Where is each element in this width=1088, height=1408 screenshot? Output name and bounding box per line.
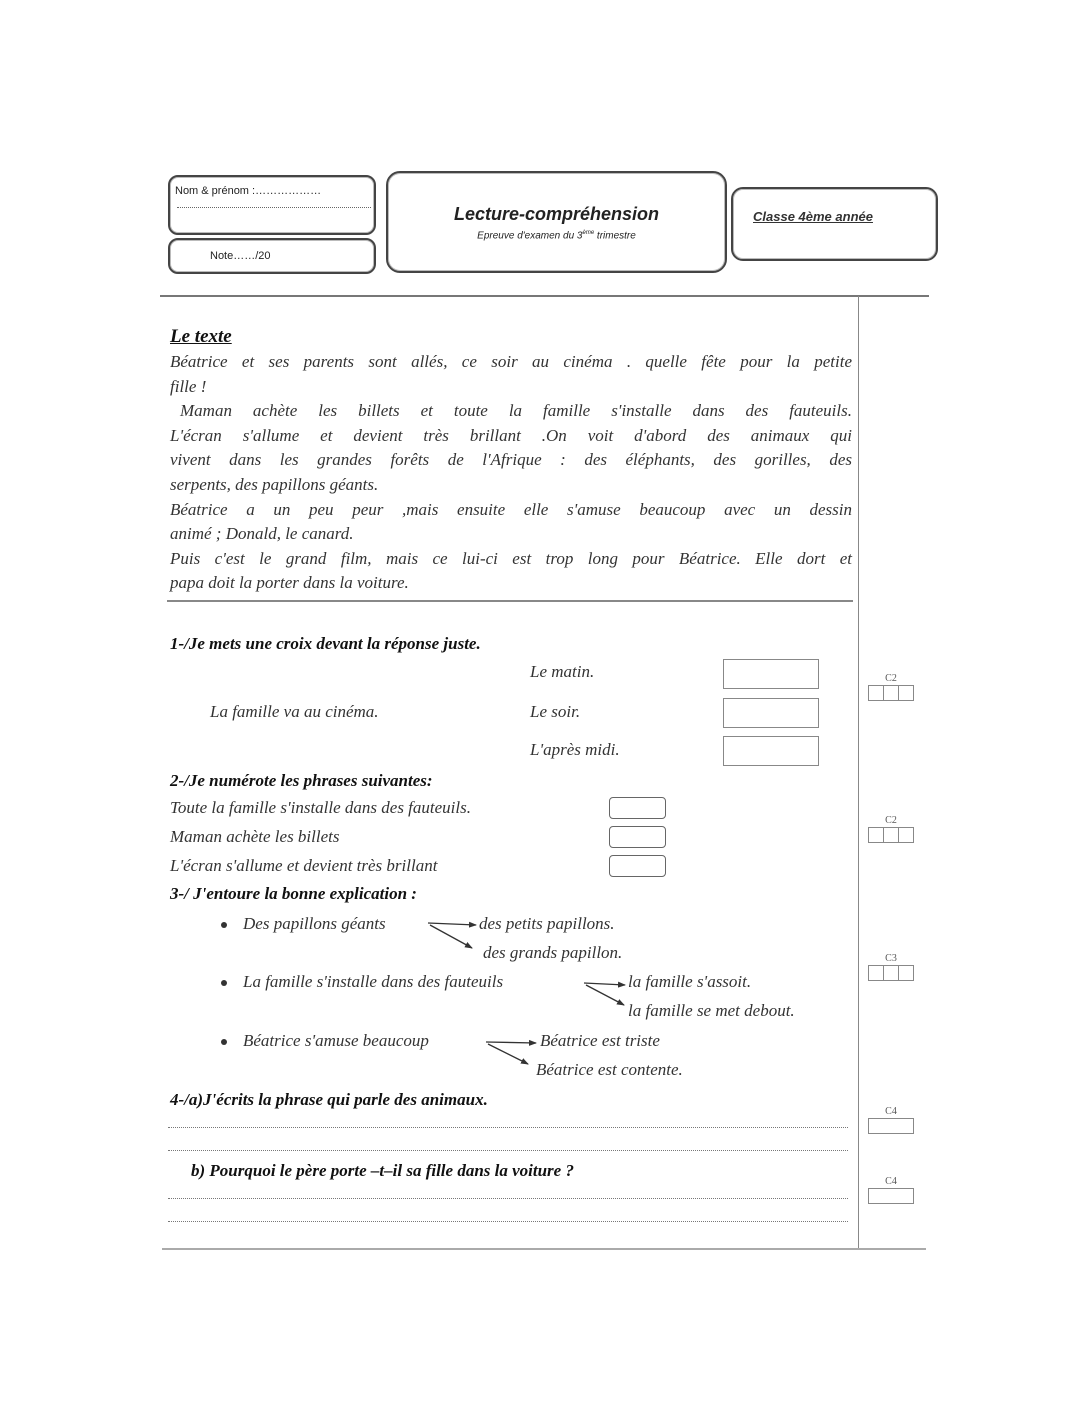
score-cell[interactable] (883, 827, 899, 843)
q4b-score-box (866, 1176, 916, 1204)
q3-phrase: Des papillons géants (243, 914, 386, 933)
score-cell[interactable] (883, 685, 899, 701)
class-label: Classe 4ème année (753, 209, 873, 224)
title-box (386, 171, 727, 273)
q2-sentence: L'écran s'allume et devient très brillant (170, 856, 438, 875)
subtitle-text: Epreuve d'examen du 3 (477, 230, 583, 242)
answer-line[interactable] (168, 1221, 848, 1222)
q1-option-label: Le soir. (530, 702, 581, 721)
q1-checkbox-apres-midi[interactable] (723, 736, 819, 766)
name-box (168, 175, 376, 235)
q3-choice[interactable]: la famille se met debout. (628, 1001, 795, 1020)
q3-choice[interactable]: Béatrice est triste (540, 1031, 660, 1050)
score-label: C2 (885, 673, 897, 684)
top-divider (160, 295, 929, 297)
q1-option-label: Le matin. (530, 662, 595, 681)
score-cell[interactable] (883, 965, 899, 981)
score-label: C4 (885, 1106, 897, 1117)
arrow-icon (586, 985, 624, 1005)
score-cell[interactable] (868, 827, 884, 843)
passage-line: Béatrice et ses parents sont allés, ce soir au cinéma . quelle fête pour la petite (170, 352, 852, 371)
name-dotted-line[interactable] (177, 207, 371, 208)
score-cell[interactable] (868, 1188, 914, 1204)
bottom-divider (162, 1248, 926, 1250)
q1-score-box (866, 673, 916, 701)
q3-choice[interactable]: des petits papillons. (479, 914, 615, 933)
note-label: Note……/20 (210, 250, 271, 262)
q4b-title: b) Pourquoi le père porte –t–il sa fille dans la voiture ? (191, 1161, 574, 1180)
q3-choice[interactable]: la famille s'assoit. (628, 972, 752, 991)
q4a-score-box (866, 1106, 916, 1134)
q2-title: 2-/Je numérote les phrases suivantes: (170, 771, 433, 790)
q3-choice[interactable]: Béatrice est contente. (536, 1060, 683, 1079)
passage-line: Béatrice a un peu peur ,mais ensuite elle s'amuse beaucoup avec un dessin (170, 499, 852, 519)
passage-line: fille ! (170, 376, 207, 396)
q2-number-box[interactable] (609, 855, 666, 877)
score-cell[interactable] (868, 965, 884, 981)
class-box (731, 187, 938, 261)
arrow-icon (584, 983, 625, 985)
q1-checkbox-matin[interactable] (723, 659, 819, 689)
q3-phrase: La famille s'installe dans des fauteuils (243, 972, 504, 991)
answer-line[interactable] (168, 1198, 848, 1199)
q3-title: 3-/ J'entoure la bonne explication : (170, 884, 417, 903)
reading-passage (170, 350, 852, 596)
q3-score-box (866, 953, 916, 981)
score-cell[interactable] (868, 1118, 914, 1134)
answer-line[interactable] (168, 1150, 848, 1151)
passage-line: Puis c'est le grand film, mais ce lui-ci est trop long pour Béatrice. Elle dort et (170, 548, 852, 568)
arrow-icon (486, 1042, 536, 1043)
page-subtitle (388, 230, 725, 241)
passage-line: papa doit la porter dans la voiture. (170, 573, 409, 593)
bullet-icon (221, 980, 227, 986)
score-label: C4 (885, 1176, 897, 1187)
score-cell[interactable] (898, 685, 914, 701)
q1-prompt: La famille va au cinéma. (210, 702, 379, 721)
page-title: Lecture-compréhension (453, 204, 660, 224)
q2-number-box[interactable] (609, 826, 666, 848)
bullet-icon (221, 1039, 227, 1045)
arrow-icon (428, 923, 476, 925)
subtitle-text-end: trimestre (594, 230, 636, 242)
score-label: C3 (885, 953, 897, 964)
q2-score-box (866, 815, 916, 843)
score-label: C2 (885, 815, 897, 826)
q3-phrase: Béatrice s'amuse beaucoup (243, 1031, 429, 1050)
q2-sentence: Toute la famille s'installe dans des fauteuils. (170, 798, 471, 817)
passage-line: vivent dans les grandes forêts de l'Afrique : des éléphants, des gorilles, des (170, 450, 852, 470)
passage-line: Maman achète les billets et toute la famille s'installe dans des fauteuils. (180, 401, 852, 421)
q4a-title: 4-/a)J'écrits la phrase qui parle des animaux. (170, 1090, 488, 1109)
passage-line: L'écran s'allume et devient très brillant .On voit d'abord des animaux qui (170, 425, 852, 445)
q2-number-box[interactable] (609, 797, 666, 819)
subtitle-sup: ème (582, 230, 595, 236)
score-cell[interactable] (898, 827, 914, 843)
answer-line[interactable] (168, 1127, 848, 1128)
q3-choice[interactable]: des grands papillon. (483, 943, 623, 962)
name-label: Nom & prénom :……………… (175, 185, 322, 197)
score-cell[interactable] (898, 965, 914, 981)
arrow-icon (488, 1044, 528, 1064)
text-divider (167, 600, 853, 602)
text-section-title: Le texte (170, 326, 232, 347)
bullet-icon (221, 922, 227, 928)
note-box (168, 238, 376, 274)
q1-checkbox-soir[interactable] (723, 698, 819, 728)
q2-sentence: Maman achète les billets (170, 827, 340, 846)
margin-divider (858, 296, 859, 1249)
q1-option-label: L'après midi. (530, 740, 620, 759)
passage-line: serpents, des papillons géants. (170, 474, 379, 494)
q1-title: 1-/Je mets une croix devant la réponse juste. (170, 634, 481, 653)
arrow-icon (430, 925, 472, 948)
score-cell[interactable] (868, 685, 884, 701)
passage-line: animé ; Donald, le canard. (170, 524, 354, 544)
